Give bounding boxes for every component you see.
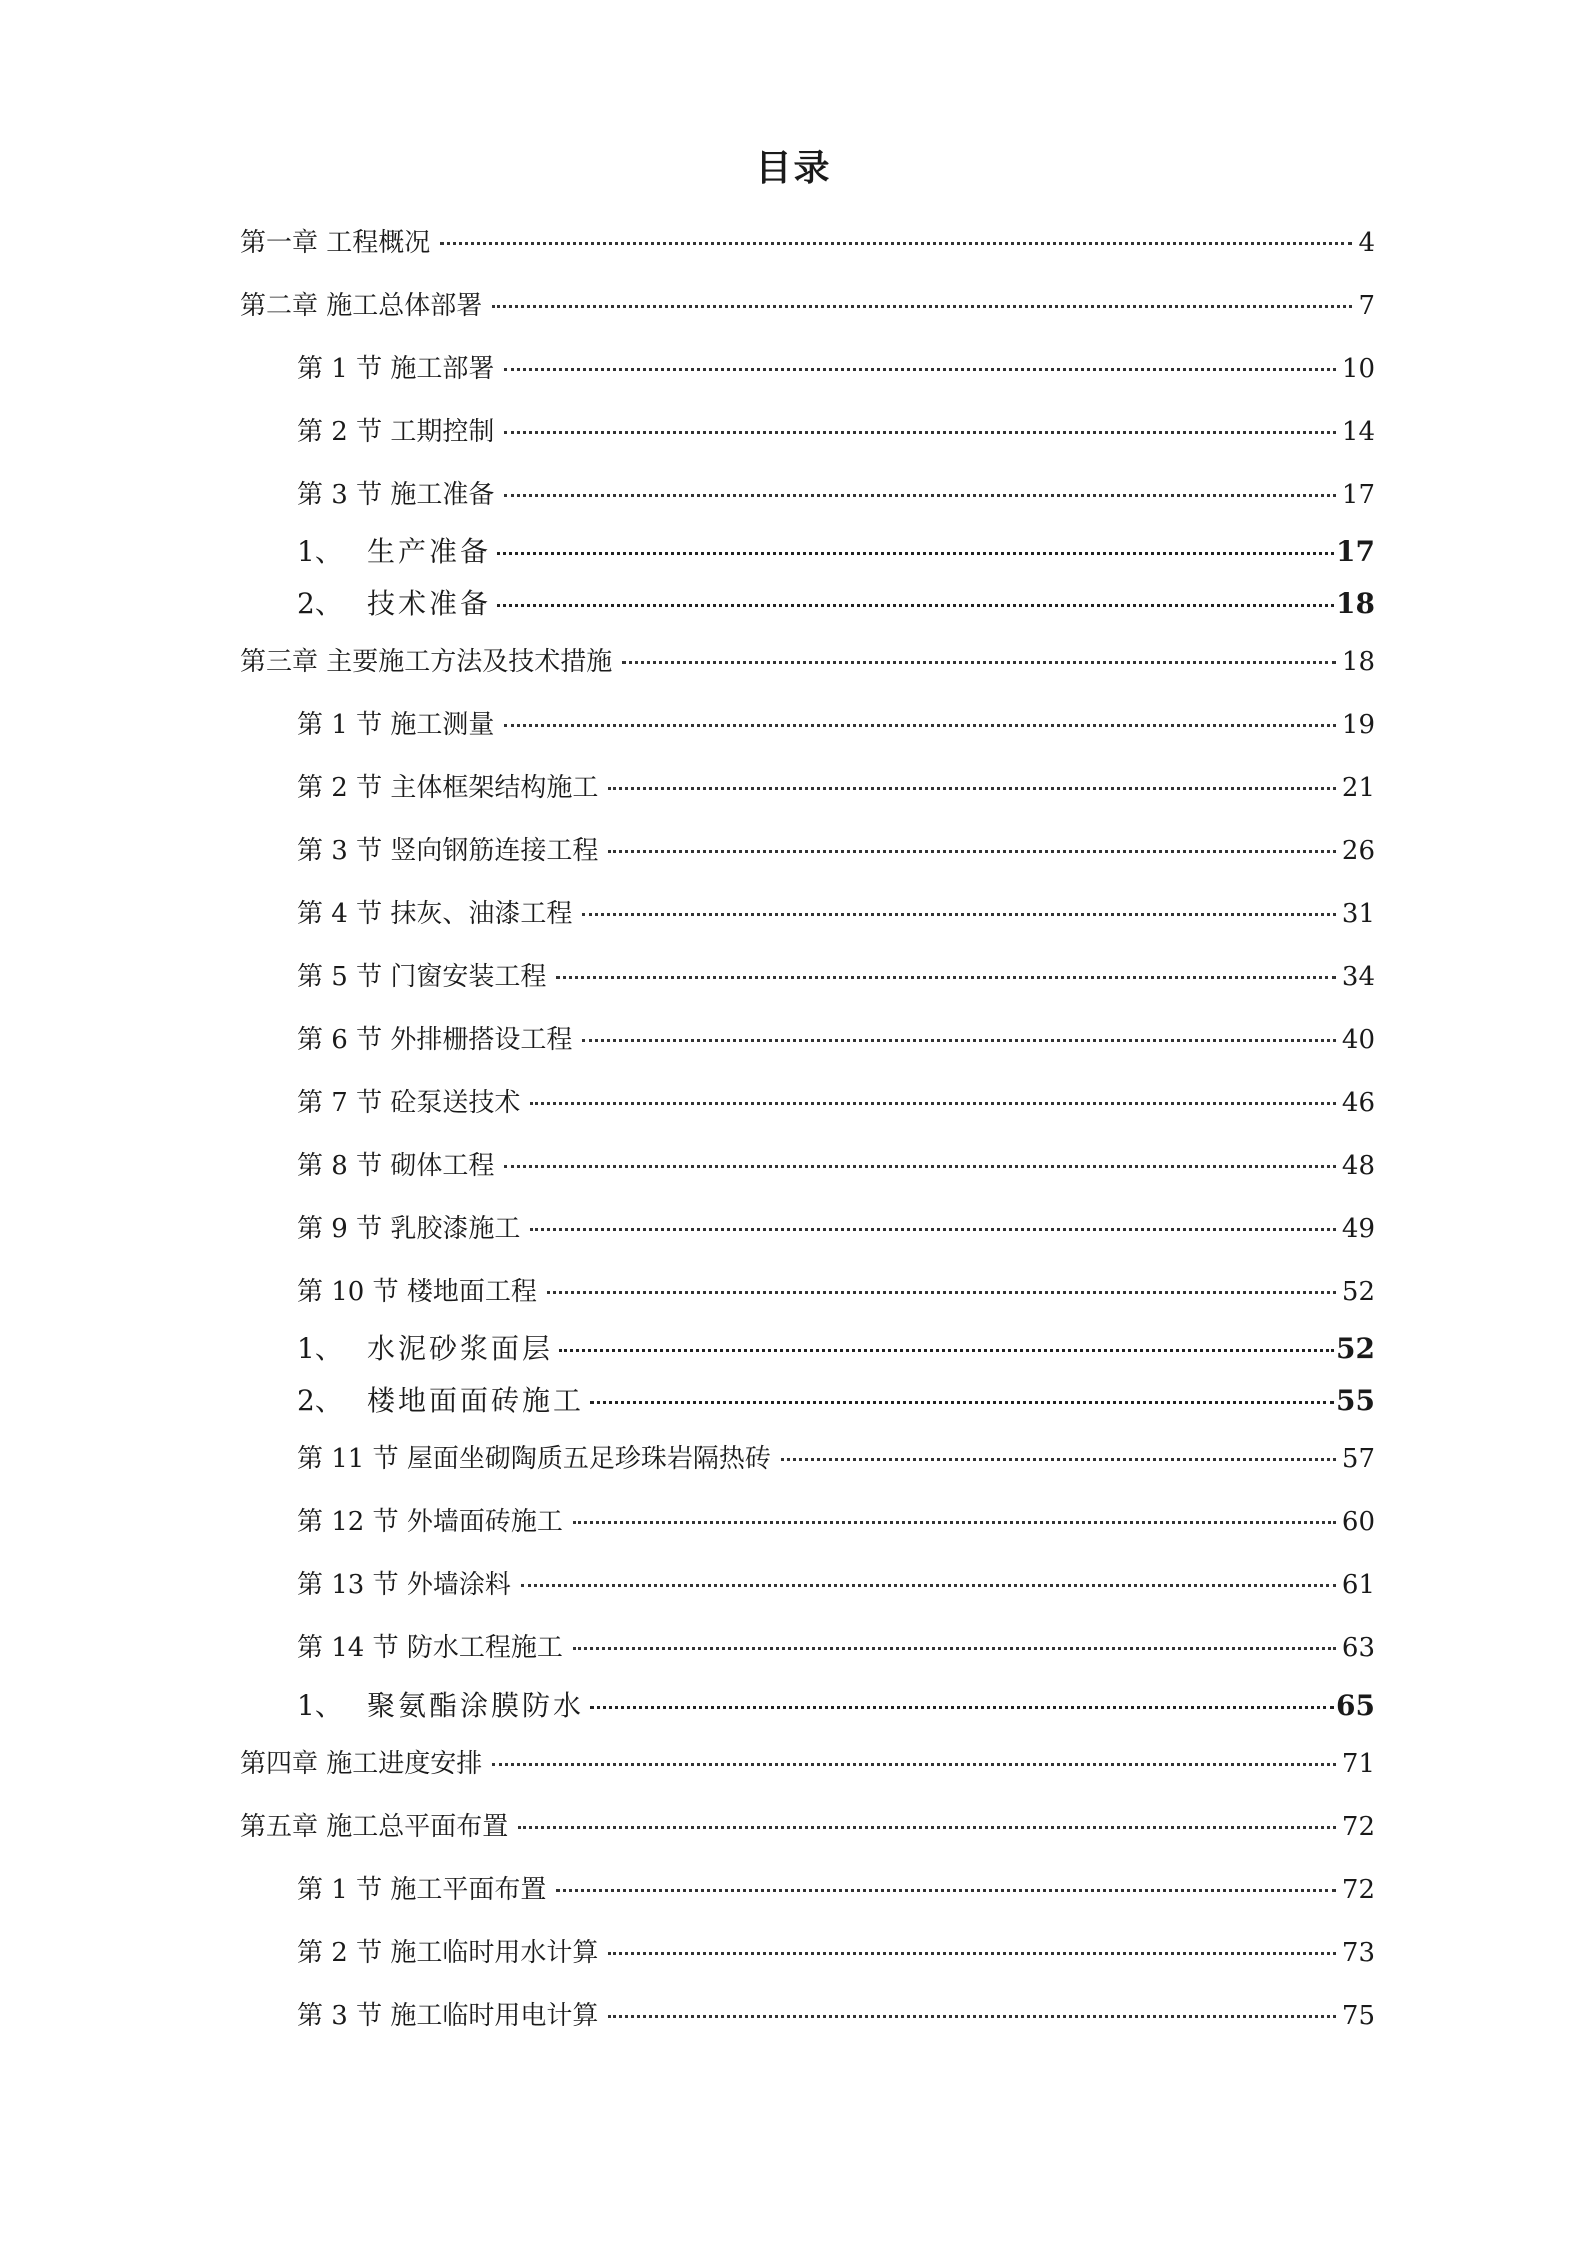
toc-entry-label: 第 1 节 施工测量 [297, 710, 495, 740]
toc-item-number: 1、 [297, 535, 343, 568]
toc-entry-label: 第 3 节 竖向钢筋连接工程 [297, 836, 599, 866]
toc-page-number: 48 [1341, 1151, 1375, 1181]
dot-leader [608, 850, 1336, 853]
dot-leader [582, 913, 1336, 916]
toc-page-number: 72 [1341, 1875, 1375, 1905]
toc-entry-label: 生产准备 [367, 535, 492, 568]
dot-leader [530, 1228, 1336, 1231]
toc-entry-label: 第 13 节 外墙涂料 [297, 1570, 511, 1600]
toc-page-number: 10 [1341, 354, 1375, 384]
toc-entry-section[interactable] [297, 1932, 1375, 1969]
toc-page-number: 73 [1341, 1938, 1375, 1968]
dot-leader [504, 494, 1336, 497]
toc-entry-label: 第 2 节 工期控制 [297, 417, 495, 447]
toc-page-number: 18 [1341, 647, 1375, 677]
toc-page-number: 60 [1341, 1507, 1375, 1537]
toc-entry-chapter-5[interactable] [240, 1806, 1375, 1843]
dot-leader [556, 976, 1336, 979]
toc-page-number: 31 [1341, 899, 1375, 929]
dot-leader [504, 1165, 1336, 1168]
toc-item-number: 2、 [297, 587, 343, 620]
page-title: 目录 [755, 147, 832, 189]
toc-entry-section[interactable] [297, 704, 1375, 741]
toc-page-number: 52 [1336, 1332, 1375, 1365]
toc-page-number: 40 [1341, 1025, 1375, 1055]
toc-entry-label: 第 10 节 楼地面工程 [297, 1277, 537, 1307]
toc-entry-label: 第 12 节 外墙面砖施工 [297, 1507, 563, 1537]
toc-entry-label: 第 4 节 抹灰、油漆工程 [297, 899, 573, 929]
dot-leader [504, 431, 1336, 434]
toc-entry-label: 技术准备 [367, 587, 492, 620]
toc-entry-subsection[interactable] [297, 530, 1375, 570]
toc-page-number: 21 [1341, 773, 1375, 803]
toc-entry-subsection[interactable] [297, 582, 1375, 622]
toc-entry-label: 第一章 工程概况 [240, 228, 431, 258]
toc-entry-section[interactable] [297, 1995, 1375, 2032]
toc-page-number: 57 [1341, 1444, 1375, 1474]
toc-entry-label: 第 6 节 外排栅搭设工程 [297, 1025, 573, 1055]
toc-entry-label: 第 1 节 施工平面布置 [297, 1875, 547, 1905]
dot-leader [521, 1584, 1336, 1587]
dot-leader [504, 724, 1336, 727]
toc-page-number: 71 [1341, 1749, 1375, 1779]
toc-entry-section[interactable] [297, 348, 1375, 385]
dot-leader [440, 242, 1352, 245]
dot-leader [559, 1349, 1334, 1352]
toc-entry-label: 第 2 节 主体框架结构施工 [297, 773, 599, 803]
toc-item-number: 1、 [297, 1689, 343, 1722]
toc-entry-section[interactable] [297, 474, 1375, 511]
toc-entry-label: 聚氨酯涂膜防水 [367, 1689, 585, 1722]
dot-leader [492, 305, 1352, 308]
toc-entry-section[interactable] [297, 1082, 1375, 1119]
dot-leader [518, 1826, 1336, 1829]
toc-page-number: 46 [1341, 1088, 1375, 1118]
dot-leader [608, 2015, 1336, 2018]
toc-entry-label: 第 2 节 施工临时用水计算 [297, 1938, 599, 1968]
toc-page-number: 19 [1341, 710, 1375, 740]
toc-entry-section[interactable] [297, 1869, 1375, 1906]
dot-leader [590, 1401, 1334, 1404]
toc-entry-chapter-3[interactable] [240, 641, 1375, 678]
dot-leader [547, 1291, 1336, 1294]
toc-page-number: 26 [1341, 836, 1375, 866]
dot-leader [781, 1458, 1336, 1461]
toc-page-number: 75 [1341, 2001, 1375, 2031]
toc-entry-label: 第 3 节 施工临时用电计算 [297, 2001, 599, 2031]
dot-leader [497, 604, 1334, 607]
toc-entry-section[interactable] [297, 1501, 1375, 1538]
toc-entry-label: 第 9 节 乳胶漆施工 [297, 1214, 521, 1244]
dot-leader [582, 1039, 1336, 1042]
toc-page-number: 14 [1341, 417, 1375, 447]
toc-entry-label: 第 1 节 施工部署 [297, 354, 495, 384]
toc-entry-subsection[interactable] [297, 1327, 1375, 1367]
toc-entry-section[interactable] [297, 956, 1375, 993]
toc-entry-label: 水泥砂浆面层 [367, 1332, 554, 1365]
toc-page-number: 18 [1336, 587, 1375, 620]
dot-leader [492, 1763, 1336, 1766]
toc-entry-section[interactable] [297, 1145, 1375, 1182]
toc-entry-label: 第 8 节 砌体工程 [297, 1151, 495, 1181]
toc-entry-section[interactable] [297, 1271, 1375, 1308]
toc-entry-label: 第 3 节 施工准备 [297, 480, 495, 510]
dot-leader [497, 552, 1334, 555]
dot-leader [573, 1647, 1336, 1650]
toc-page-number: 72 [1341, 1812, 1375, 1842]
toc-entry-section[interactable] [297, 411, 1375, 448]
toc-entry-label: 第五章 施工总平面布置 [240, 1812, 509, 1842]
toc-entry-section[interactable] [297, 1627, 1375, 1664]
toc-entry-chapter-4[interactable] [240, 1743, 1375, 1780]
dot-leader [590, 1706, 1334, 1709]
toc-entry-section[interactable] [297, 767, 1375, 804]
toc-entry-subsection[interactable] [297, 1379, 1375, 1419]
toc-page-number: 7 [1358, 291, 1375, 321]
dot-leader [504, 368, 1336, 371]
toc-entry-label: 第 14 节 防水工程施工 [297, 1633, 563, 1663]
toc-page-number: 52 [1341, 1277, 1375, 1307]
toc-page-number: 4 [1358, 228, 1375, 258]
toc-entry-label: 第三章 主要施工方法及技术措施 [240, 647, 613, 677]
toc-page-number: 34 [1341, 962, 1375, 992]
toc-item-number: 2、 [297, 1384, 343, 1417]
dot-leader [608, 787, 1336, 790]
toc-entry-label: 第二章 施工总体部署 [240, 291, 483, 321]
toc-entry-label: 第 5 节 门窗安装工程 [297, 962, 547, 992]
dot-leader [556, 1889, 1336, 1892]
toc-entry-section[interactable] [297, 893, 1375, 930]
toc-entry-label: 第四章 施工进度安排 [240, 1749, 483, 1779]
toc-page-number: 17 [1341, 480, 1375, 510]
toc-page-number: 55 [1336, 1384, 1375, 1417]
toc-entry-section[interactable] [297, 1208, 1375, 1245]
toc-page-number: 17 [1336, 535, 1375, 568]
toc-page-number: 49 [1341, 1214, 1375, 1244]
toc-entry-chapter-1[interactable] [240, 222, 1375, 259]
toc-entry-section[interactable] [297, 1438, 1375, 1475]
toc-entry-label: 第 11 节 屋面坐砌陶质五足珍珠岩隔热砖 [297, 1444, 771, 1474]
toc-entry-section[interactable] [297, 830, 1375, 867]
toc-entry-label: 楼地面面砖施工 [367, 1384, 585, 1417]
toc-page-number: 61 [1341, 1570, 1375, 1600]
toc-entry-chapter-2[interactable] [240, 285, 1375, 322]
dot-leader [622, 661, 1336, 664]
toc-page-number: 65 [1336, 1689, 1375, 1722]
dot-leader [608, 1952, 1336, 1955]
toc-page-number: 63 [1341, 1633, 1375, 1663]
toc-entry-section[interactable] [297, 1019, 1375, 1056]
dot-leader [573, 1521, 1336, 1524]
toc-item-number: 1、 [297, 1332, 343, 1365]
toc-entry-subsection[interactable] [297, 1684, 1375, 1724]
toc-entry-section[interactable] [297, 1564, 1375, 1601]
dot-leader [530, 1102, 1336, 1105]
toc-entry-label: 第 7 节 砼泵送技术 [297, 1088, 521, 1118]
